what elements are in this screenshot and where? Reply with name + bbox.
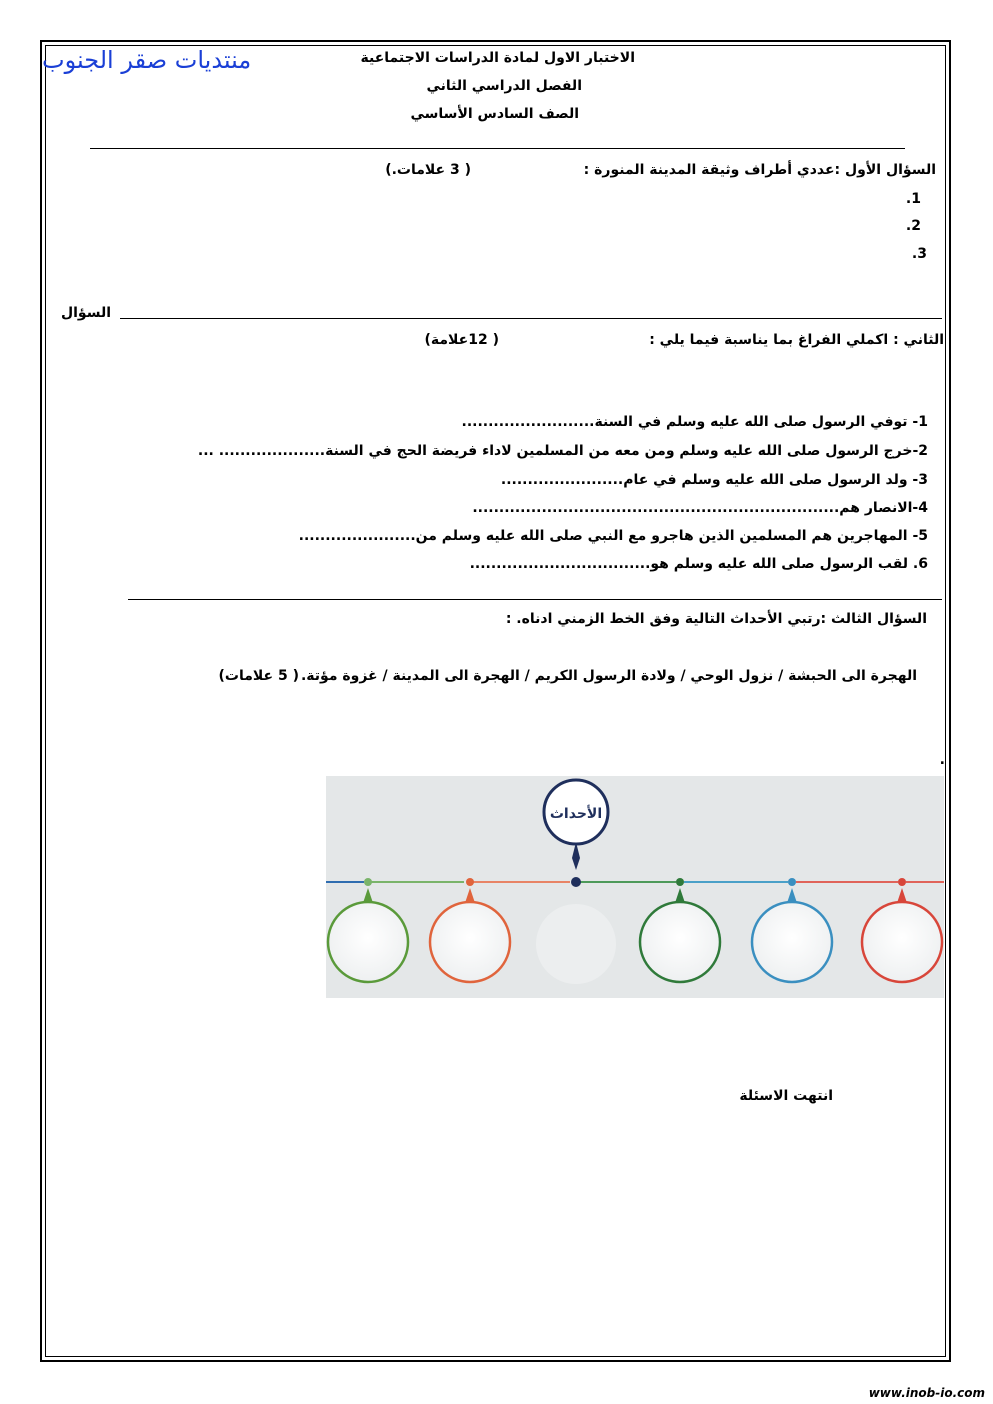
q2-item: 6. لقب الرسول صلى الله عليه وسلم هو..................................	[469, 556, 928, 572]
q1-item: 3.	[911, 246, 927, 262]
q1-item: 1.	[905, 191, 921, 207]
title-pointer	[572, 842, 580, 870]
q2-item: 5- المهاجرين هم المسلمين الذين هاجرو مع النبي صلى الله عليه وسلم من......................	[298, 528, 928, 544]
q2-item: 2-خرج الرسول صلى الله عليه وسلم ومن معه من المسلمين لاداء فريضة الحج في السنة.................... ...	[197, 443, 928, 459]
grade-label: الصف السادس الأساسي	[410, 106, 579, 122]
end-text: انتهت الاسئلة	[739, 1088, 833, 1104]
q1-item: 2.	[905, 218, 921, 234]
event-slot-5	[752, 878, 832, 982]
event-slot-3	[536, 904, 616, 984]
q2-prompt: الثاني : اكملي الفراغ بما يناسبة فيما يلي :	[649, 332, 944, 348]
q2-label: السؤال	[60, 305, 111, 321]
event-slot-6	[862, 878, 942, 982]
page-border-inner	[45, 45, 946, 1357]
divider	[120, 318, 942, 319]
q2-item: 3- ولد الرسول صلى الله عليه وسلم في عام.......................	[500, 472, 928, 488]
divider	[128, 599, 942, 600]
event-slot-2	[430, 878, 510, 982]
q3-prompt: السؤال الثالث :رتبي الأحداث التالية وفق الخط الزمني ادناه. :	[505, 611, 927, 627]
timeline-dot	[571, 877, 581, 887]
timeline-title: الأحداث	[549, 806, 603, 822]
q3-events: الهجرة الى الحبشة / نزول الوحي / ولادة الرسول الكريم / الهجرة الى المدينة / غزوة مؤتة.	[300, 668, 917, 684]
q1-marks: ( 3 علامات.)	[385, 162, 471, 178]
watermark: منتديات صقر الجنوب	[42, 46, 252, 74]
q1-prompt: السؤال الأول :عددي أطراف وثيقة المدينة المنورة :	[583, 162, 936, 178]
q3-marks: ( 5 علامات)	[218, 668, 299, 684]
event-slot-1	[328, 878, 408, 982]
q2-item: 4-الانصار هم.....................................................................	[472, 500, 928, 516]
semester-label: الفصل الدراسي الثاني	[426, 78, 582, 94]
footer-url: www.inob-io.com	[868, 1386, 985, 1400]
timeline-svg	[326, 776, 944, 998]
timeline-figure	[326, 776, 944, 998]
stray-dot: .	[939, 752, 945, 768]
q2-item: 1- توفي الرسول صلى الله عليه وسلم في السنة.........................	[461, 414, 928, 430]
divider	[90, 148, 905, 149]
exam-title: الاختبار الاول لمادة الدراسات الاجتماعية	[360, 50, 635, 66]
event-slot-4	[640, 878, 720, 982]
q2-marks: ( 12علامة)	[424, 332, 499, 348]
